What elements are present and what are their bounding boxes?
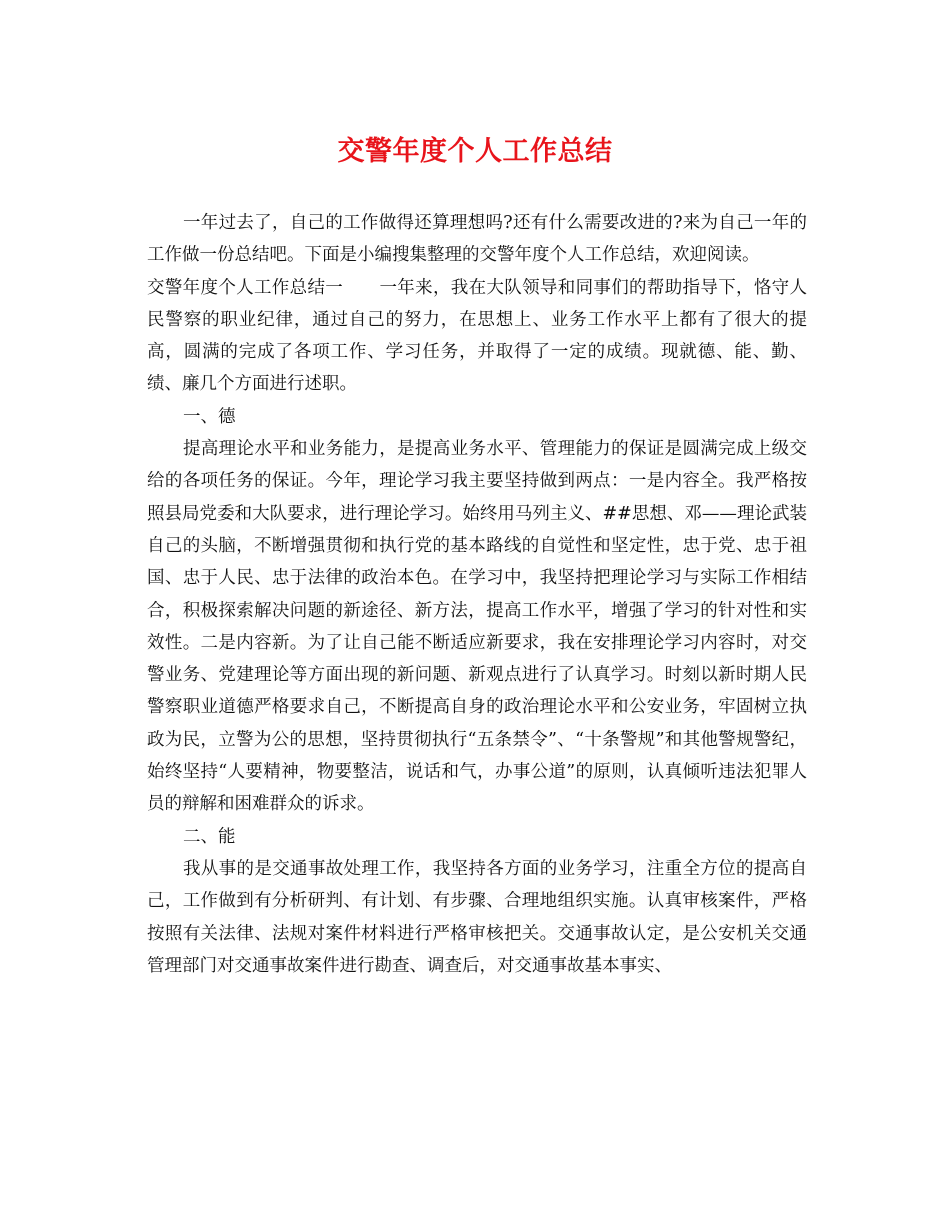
sub2-paragraph: 我从事的是交通事故处理工作，我坚持各方面的业务学习，注重全方位的提高自己，工作做到有分析研判、有计划、有步骤、合理地组织实施。认真审核案件，严格按照有关法律、法规对案件材料进行严格审核把关。交通事故认定，是公安机关交通管理部门对交通事故案件进行勘查、调查后，对交通事故基本事实、 [147,858,807,976]
sub2-heading: 二、能 [183,826,236,847]
document-title: 交警年度个人工作总结 [337,136,613,167]
section1-paragraph [147,272,807,401]
section1-heading: 交警年度个人工作总结一 [147,277,344,298]
intro-paragraph: 一年过去了，自己的工作做得还算理想吗?还有什么需要改进的?来为自己一年的工作做一份总结吧。下面是小编搜集整理的交警年度个人工作总结，欢迎阅读。 [147,213,807,266]
sub1-heading: 一、德 [183,406,236,427]
sub1-paragraph: 提高理论水平和业务能力，是提高业务水平、管理能力的保证是圆满完成上级交给的各项任务的保证。今年，理论学习我主要坚持做到两点：一是内容全。我严格按照县局党委和大队要求，进行理论学习。始终用马列主义、##思想、邓——理论武装自己的头脑，不断增强贯彻和执行党的基本路线的自觉性和坚定性，忠于党、忠于祖国、忠于人民、忠于法律的政治本色。在学习中，我坚持把理论学习与实际工作相结合，积极探索解决问题的新途径、新方法，提高工作水平，增强了学习的针对性和实效性。二是内容新。为了让自己能不断适应新要求，我在安排理论学习内容时，对交警业务、党建理论等方面出现的新问题、新观点进行了认真学习。时刻以新时期人民警察职业道德严格要求自己，不断提高自身的政治理论水平和公安业务，牢固树立执政为民，立警为公的思想，坚持贯彻执行“五条禁令”、“十条警规”和其他警规警纪，始终坚持“人要精神，物要整洁，说话和气，办事公道”的原则，认真倾听违法犯罪人员的辩解和困难群众的诉求。 [147,439,807,815]
section1-body: 一年来，我在大队领导和同事们的帮助指导下，恪守人民警察的职业纪律，通过自己的努力，在思想上、业务工作水平上都有了很大的提高，圆满的完成了各项工作、学习任务，并取得了一定的成绩。现就德、能、勤、绩、廉几个方面进行述职。 [147,277,808,395]
document-body [147,207,807,982]
